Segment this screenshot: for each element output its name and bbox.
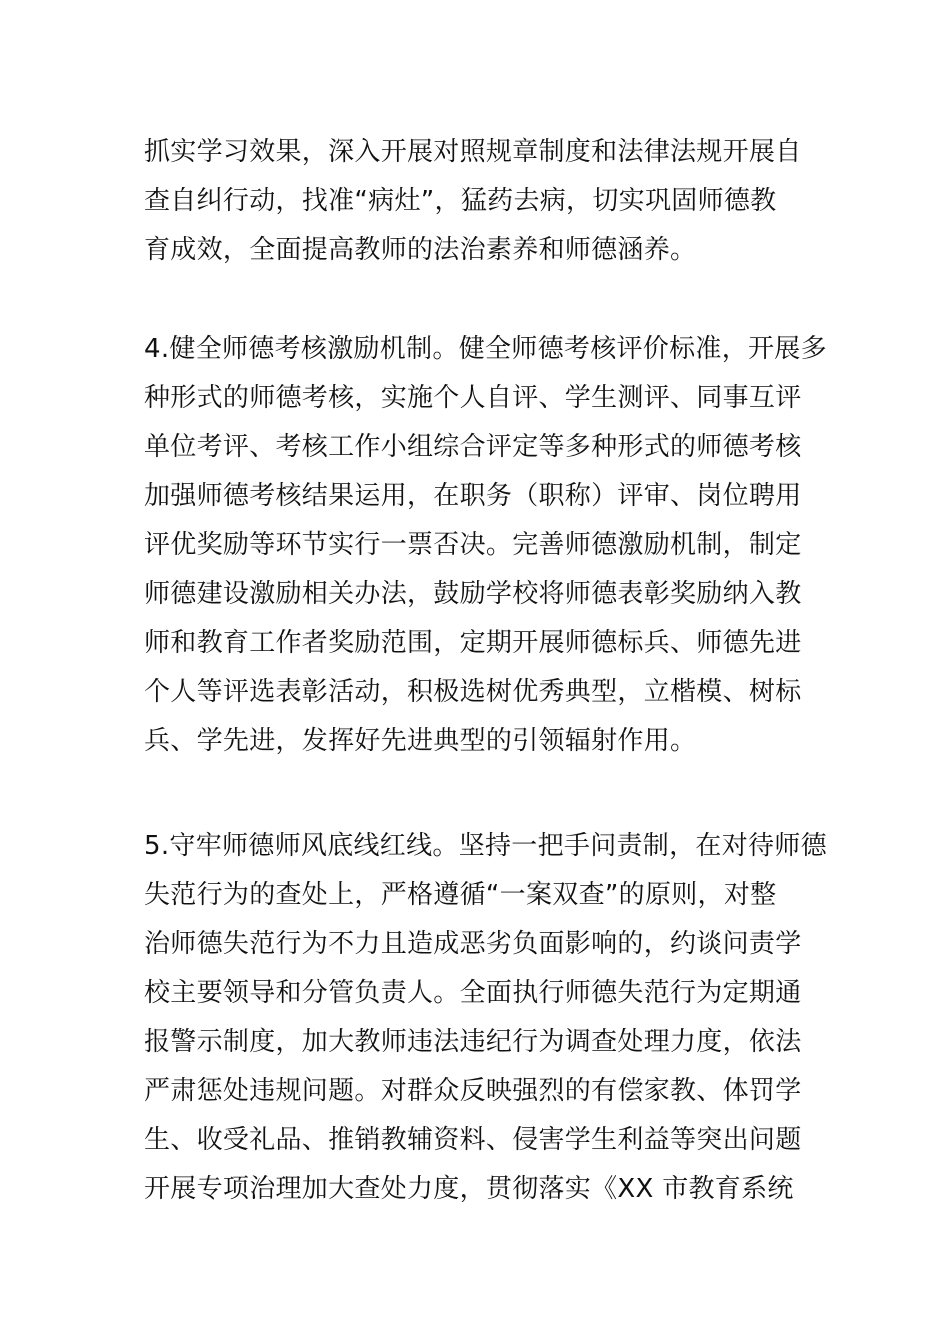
text-line: 治师德失范行为不力且造成恶劣负面影响的，约谈问责学	[144, 929, 802, 959]
paragraph-assessment-incentive	[144, 325, 827, 766]
paragraph-study-effect	[144, 128, 824, 275]
text-line: 兵、学先进，发挥好先进典型的引领辐射作用。	[144, 726, 697, 756]
text-line: 评优奖励等环节实行一票否决。完善师德激励机制，制定	[144, 530, 802, 560]
text-line: 种形式的师德考核，实施个人自评、学生测评、同事互评	[144, 383, 802, 413]
text-line: 5.守牢师德师风底线红线。坚持一把手问责制，在对待师德	[144, 831, 827, 861]
text-line: 育成效，全面提高教师的法治素养和师德涵养。	[144, 235, 697, 265]
text-line: 师德建设激励相关办法，鼓励学校将师德表彰奖励纳入教	[144, 579, 802, 609]
text-line: 单位考评、考核工作小组综合评定等多种形式的师德考核	[144, 432, 802, 462]
paragraph-bottom-line	[144, 822, 827, 1214]
text-line: 查自纠行动，找准“病灶”，猛药去病，切实巩固师德教	[144, 186, 777, 216]
text-line: 个人等评选表彰活动，积极选树优秀典型，立楷模、树标	[144, 677, 802, 707]
text-line: 校主要领导和分管负责人。全面执行师德失范行为定期通	[144, 978, 802, 1008]
text-line: 开展专项治理加大查处力度，贯彻落实《XX 市教育系统	[144, 1174, 794, 1204]
text-line: 加强师德考核结果运用，在职务（职称）评审、岗位聘用	[144, 481, 802, 511]
text-line: 失范行为的查处上，严格遵循“一案双查”的原则，对整	[144, 880, 777, 910]
text-line: 师和教育工作者奖励范围，定期开展师德标兵、师德先进	[144, 628, 802, 658]
text-line: 生、收受礼品、推销教辅资料、侵害学生利益等突出问题	[144, 1125, 802, 1155]
text-line: 4.健全师德考核激励机制。健全师德考核评价标准，开展多	[144, 334, 827, 364]
text-line: 抓实学习效果，深入开展对照规章制度和法律法规开展自	[144, 137, 802, 167]
text-line: 报警示制度，加大教师违法违纪行为调查处理力度，依法	[144, 1027, 802, 1057]
text-line: 严肃惩处违规问题。对群众反映强烈的有偿家教、体罚学	[144, 1076, 802, 1106]
